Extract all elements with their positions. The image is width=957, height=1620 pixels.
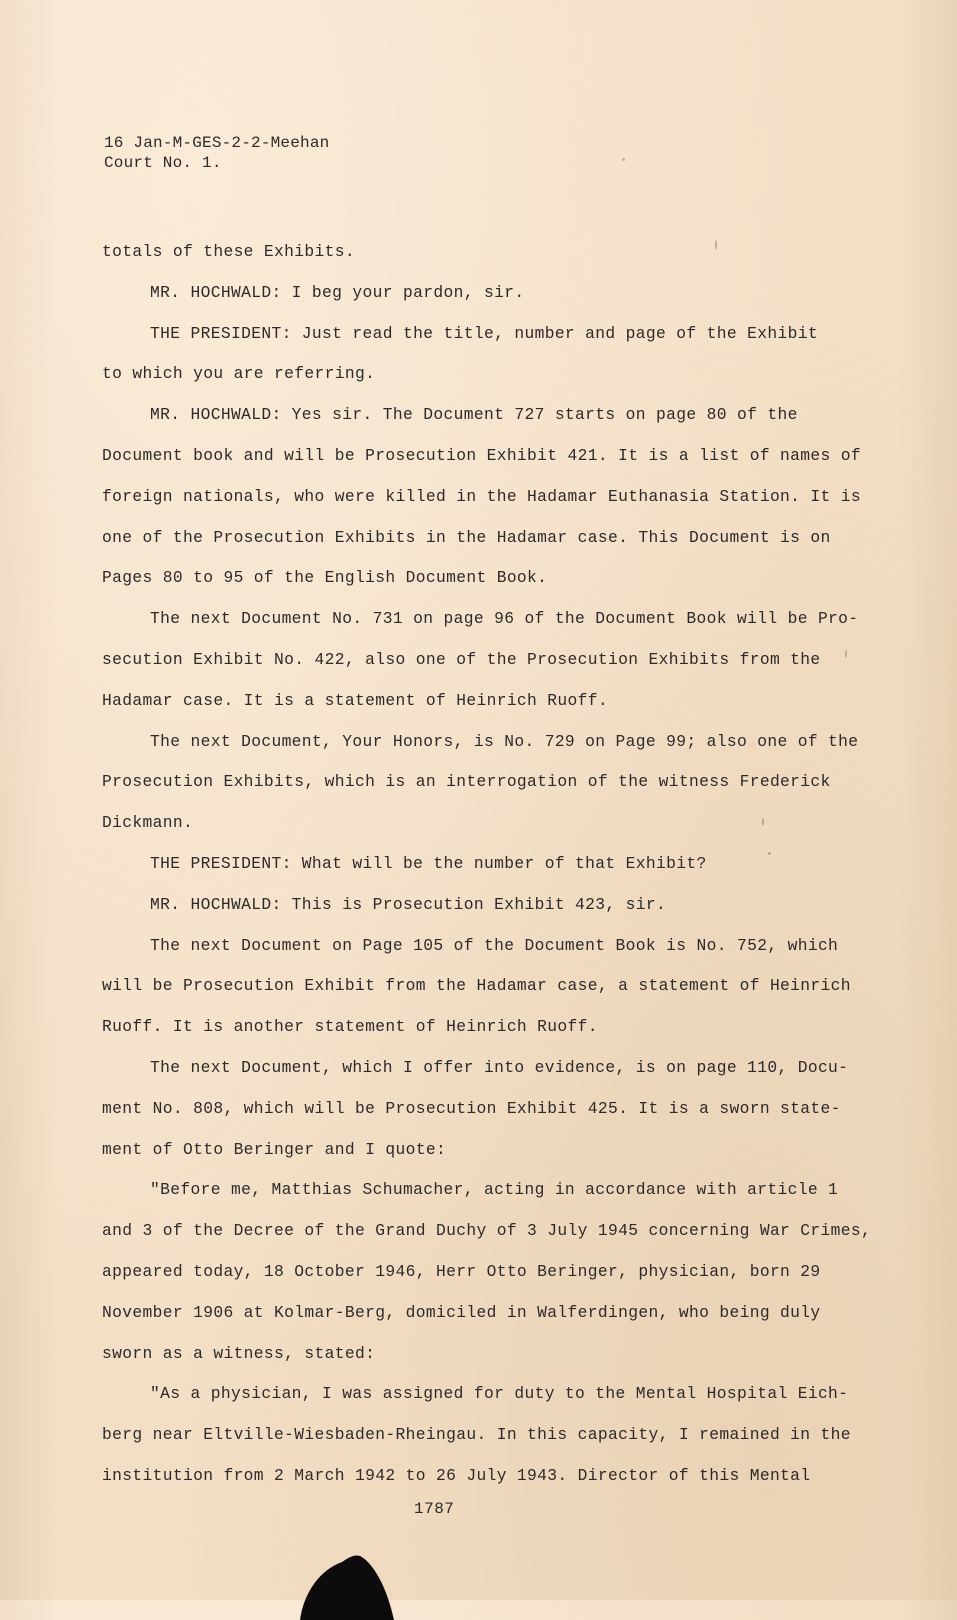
transcript-line: ment No. 808, which will be Prosecution Exhibit 425. It is a sworn state- [102,1098,841,1118]
transcript-line: The next Document, which I offer into evidence, is on page 110, Docu- [150,1057,849,1077]
header-reference: 16 Jan-M-GES-2-2-Meehan [104,134,330,152]
transcript-line: institution from 2 March 1942 to 26 July 1943. Director of this Mental [102,1465,811,1485]
paper-speck [622,158,625,161]
transcript-line: THE PRESIDENT: What will be the number of that Exhibit? [150,853,707,873]
transcript-line: ment of Otto Beringer and I quote: [102,1139,447,1159]
paper-speck [845,650,847,658]
transcript-line: Prosecution Exhibits, which is an interrogation of the witness Frederick [102,772,831,792]
transcript-line: Ruoff. It is another statement of Heinrich Ruoff. [102,1017,598,1037]
transcript-line: MR. HOCHWALD: Yes sir. The Document 727 starts on page 80 of the [150,405,798,425]
paper-speck [768,852,771,855]
transcript-line: sworn as a witness, stated: [102,1343,376,1363]
transcript-line: The next Document No. 731 on page 96 of the Document Book will be Pro- [150,609,859,629]
transcript-line: November 1906 at Kolmar-Berg, domiciled in Walferdingen, who being duly [102,1302,821,1322]
transcript-line: The next Document, Your Honors, is No. 729 on Page 99; also one of the [150,731,859,751]
transcript-line: "Before me, Matthias Schumacher, acting in accordance with article 1 [150,1180,839,1200]
transcript-line: Pages 80 to 95 of the English Document Book. [102,568,548,588]
transcript-line: MR. HOCHWALD: I beg your pardon, sir. [150,282,525,302]
transcript-line: to which you are referring. [102,364,376,384]
transcript-line: THE PRESIDENT: Just read the title, number and page of the Exhibit [150,323,818,343]
transcript-line: Hadamar case. It is a statement of Heinrich Ruoff. [102,690,609,710]
transcript-line: Dickmann. [102,813,194,833]
transcript-line: berg near Eltville-Wiesbaden-Rheingau. In this capacity, I remained in the [102,1425,851,1445]
page-number: 1787 [414,1500,455,1518]
transcript-line: MR. HOCHWALD: This is Prosecution Exhibit 423, sir. [150,894,667,914]
transcript-line: one of the Prosecution Exhibits in the Hadamar case. This Document is on [102,527,831,547]
document-header [104,133,329,173]
transcript-line: totals of these Exhibits. [102,242,356,261]
paper-speck [715,240,717,250]
header-court: Court No. 1. [104,154,222,172]
transcript-line: secution Exhibit No. 422, also one of the Prosecution Exhibits from the [102,649,821,669]
paper-speck [762,818,764,826]
transcript-line: foreign nationals, who were killed in the Hadamar Euthanasia Station. It is [102,486,862,506]
transcript-line: appeared today, 18 October 1946, Herr Otto Beringer, physician, born 29 [102,1261,821,1281]
transcript-body [102,232,892,1497]
transcript-line: Document book and will be Prosecution Exhibit 421. It is a list of names of [102,445,862,465]
transcript-line: "As a physician, I was assigned for duty to the Mental Hospital Eich- [150,1384,849,1404]
punch-hole-mark [290,1540,410,1620]
transcript-line: will be Prosecution Exhibit from the Hadamar case, a statement of Heinrich [102,976,851,996]
transcript-line: The next Document on Page 105 of the Document Book is No. 752, which [150,935,839,955]
transcript-line: and 3 of the Decree of the Grand Duchy of 3 July 1945 concerning War Crimes, [102,1221,872,1241]
